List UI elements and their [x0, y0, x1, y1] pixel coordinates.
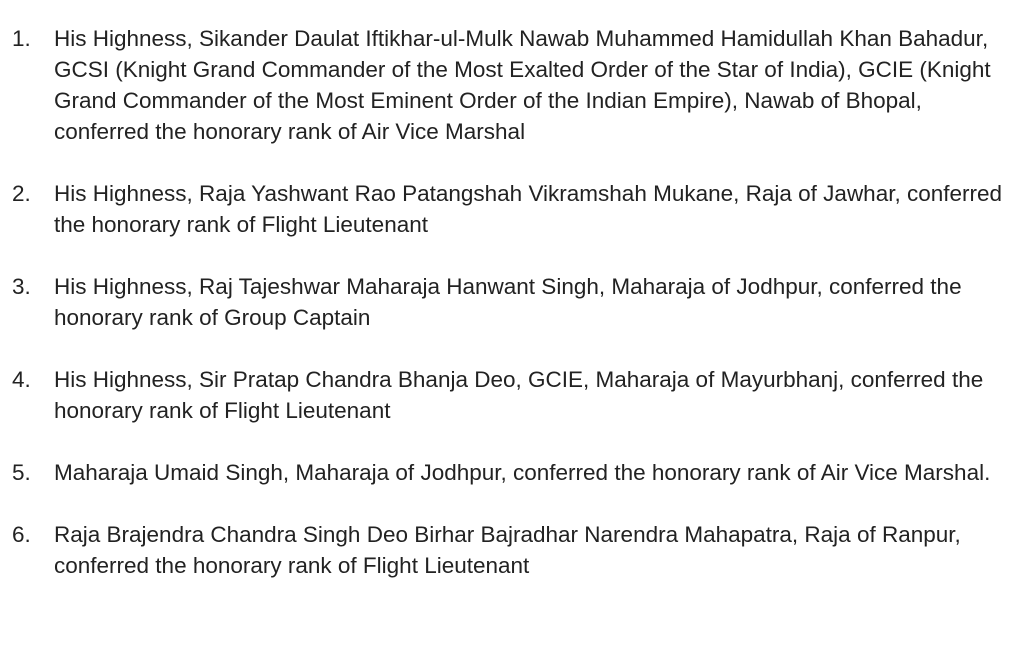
list-item-text: His Highness, Raja Yashwant Rao Patangshah Vikramshah Mukane, Raja of Jawhar, conferred the honorary rank of Flight Lieutenant: [54, 181, 1003, 237]
list-item-text: His Highness, Sir Pratap Chandra Bhanja Deo, GCIE, Maharaja of Mayurbhanj, conferred the honorary rank of Flight Lieutenant: [54, 367, 984, 423]
list-item-number: 6.: [12, 522, 31, 547]
list-item-number: 1.: [12, 26, 31, 51]
list-item: [0, 23, 1024, 147]
list-item-number: 4.: [12, 367, 31, 392]
honorary-ranks-list: [0, 23, 1024, 612]
list-item-text: Maharaja Umaid Singh, Maharaja of Jodhpur, conferred the honorary rank of Air Vice Marshal.: [54, 460, 991, 485]
list-item-text: Raja Brajendra Chandra Singh Deo Birhar Bajradhar Narendra Mahapatra, Raja of Ranpur, conferred the honorary rank of Flight Lieutenant: [54, 522, 961, 578]
list-item: [0, 271, 1024, 333]
list-item-text: His Highness, Sikander Daulat Iftikhar-ul-Mulk Nawab Muhammed Hamidullah Khan Bahadur, GCSI (Knight Grand Commander of the Most Exalted Order of the Star of India), GCIE (Knight Grand Commander of the Most Eminent Order of the Indian Empire), Nawab of Bhopal, conferred the honorary rank of Air Vice Marshal: [54, 26, 991, 144]
list-item: [0, 364, 1024, 426]
list-item-number: 2.: [12, 181, 31, 206]
list-item: [0, 519, 1024, 581]
list-item: [0, 178, 1024, 240]
list-item-text: His Highness, Raj Tajeshwar Maharaja Hanwant Singh, Maharaja of Jodhpur, conferred the honorary rank of Group Captain: [54, 274, 962, 330]
list-item-number: 3.: [12, 274, 31, 299]
list-item-number: 5.: [12, 460, 31, 485]
list-item: [0, 457, 1024, 488]
